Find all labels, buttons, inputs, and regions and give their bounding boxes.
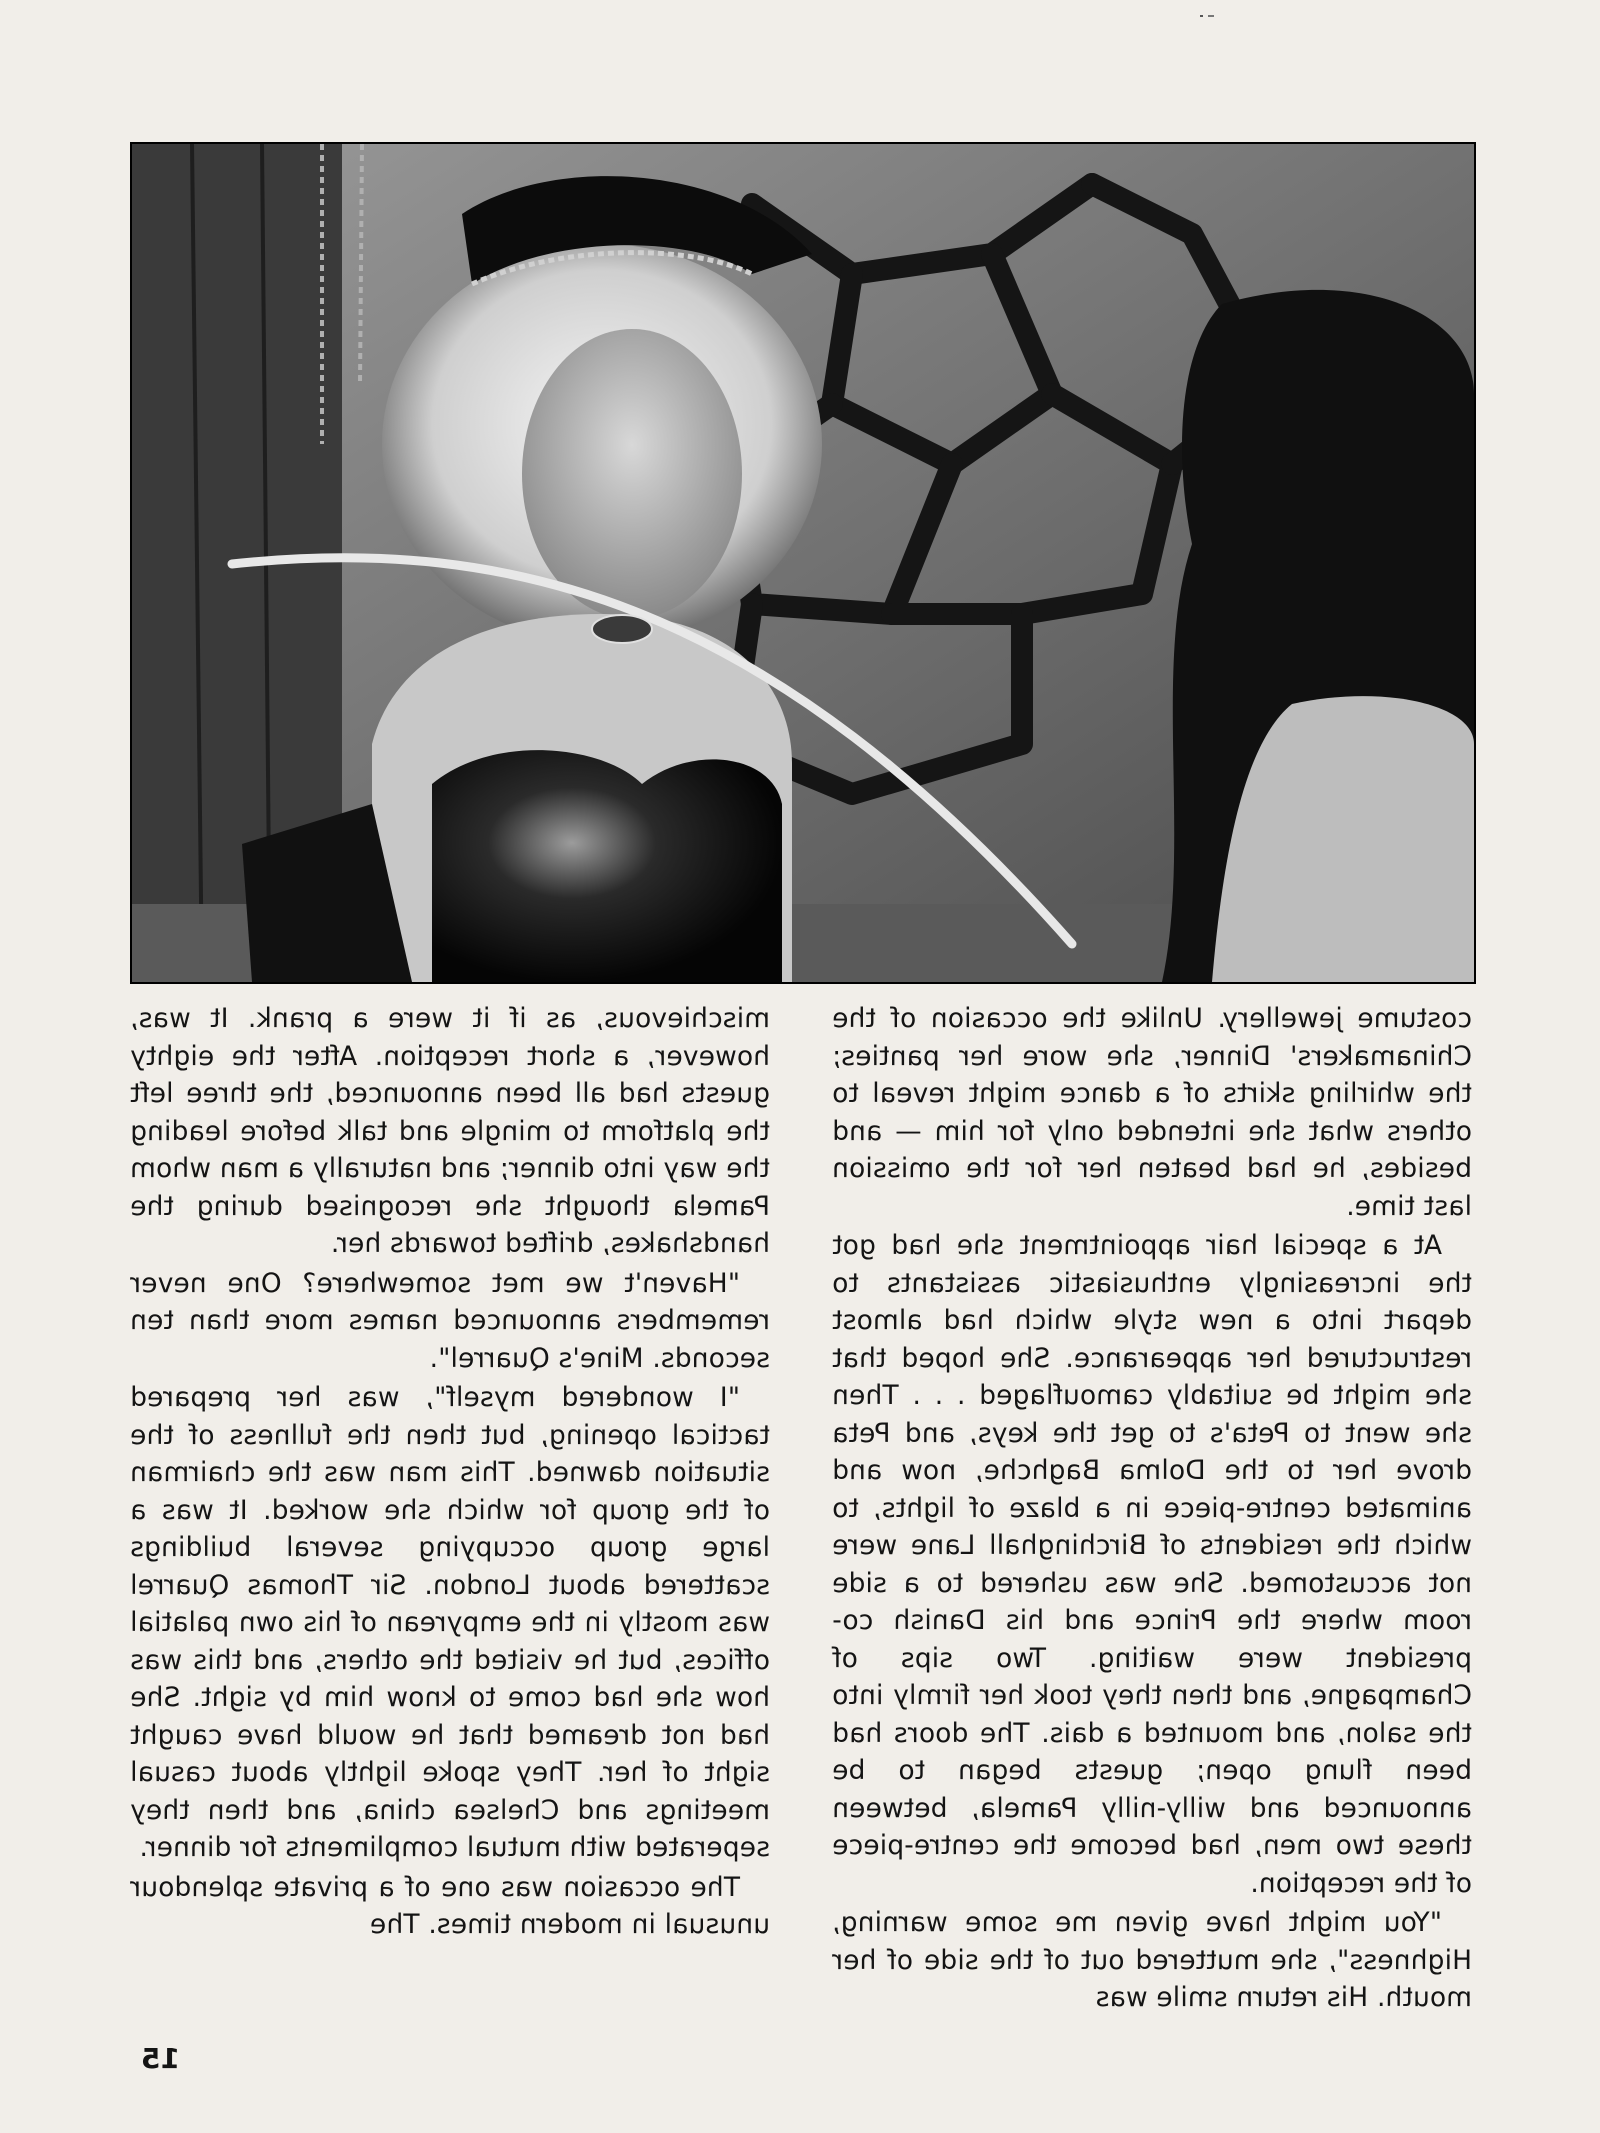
scan-mark — [1200, 4, 1240, 10]
page-number: 15 — [141, 2042, 180, 2075]
paragraph: "I wondered myself", was her prepared tactical opening, but then the fullness of the situation dawned. This man was the chairman of the group for which she worked. It was a large group occupying several buildings scattered about London. Sir Thomas Quarrel was mostly in the empyrean of his own palatial offices, but he visited the others, and this was how she had come to know him by sight. She had not dreamed that he would have caught sight of her. They spoke lightly about casual meetings and Chelsea china, and then they seperated with mutual compliments for dinner. — [130, 1382, 770, 1863]
article-text — [130, 1000, 1472, 2013]
photo-image-icon — [132, 144, 1474, 982]
text-column-right — [130, 1000, 770, 1946]
text-column-left — [832, 1000, 1472, 2019]
paragraph: costume jewellery. Unlike the occasion of the Chinamakers' Dinner, she wore her panties; the whirling skirts of a dance might reveal to others what she intended only for him — and besides, he had beaten her for the omission last time. — [832, 1003, 1472, 1222]
paragraph: The occasion was one of a private splendour unusual in modern times. The — [130, 1871, 770, 1940]
paragraph: "Haven't we met somewhere? One never remembers announced names more than ten seconds. Mine's Quarrel". — [130, 1267, 770, 1374]
paragraph: mischievous, as if it were a prank. It was, however, a short reception. After the eighty guests had all been announced, the three left the platform to mingle and talk before leading the way into dinner; and naturally a man whom Pamela thought she recognised during the handshakes, drifted towards her. — [130, 1003, 770, 1259]
photo-image — [130, 142, 1476, 984]
paragraph: "You might have given me some warning, Highness", she muttered out of the side of her mouth. His return smile was — [832, 1907, 1472, 2013]
paragraph: At a special hair appointment she had got the increasingly enthusiastic assistants to depart into a new style which had almost restructured her appearance. She hoped that she might be suitably camouflaged . . . Then she went to Peta's to get the keys, and Peta drove her to the Dolma Baghche, now and animated centre-piece in a blaze of lights, to which the residents of Birchinghall Lane were not accustomed. She was ushered to a side room where the Prince and his Danish co-president were waiting. Two sips of Champagne, and then they took her firmly into the salon, and mounted a dais. The doors had been flung open; guests began to be announced and willy-nilly Pamela, between these two men, had become the centre-piece of the reception. — [832, 1230, 1472, 1899]
